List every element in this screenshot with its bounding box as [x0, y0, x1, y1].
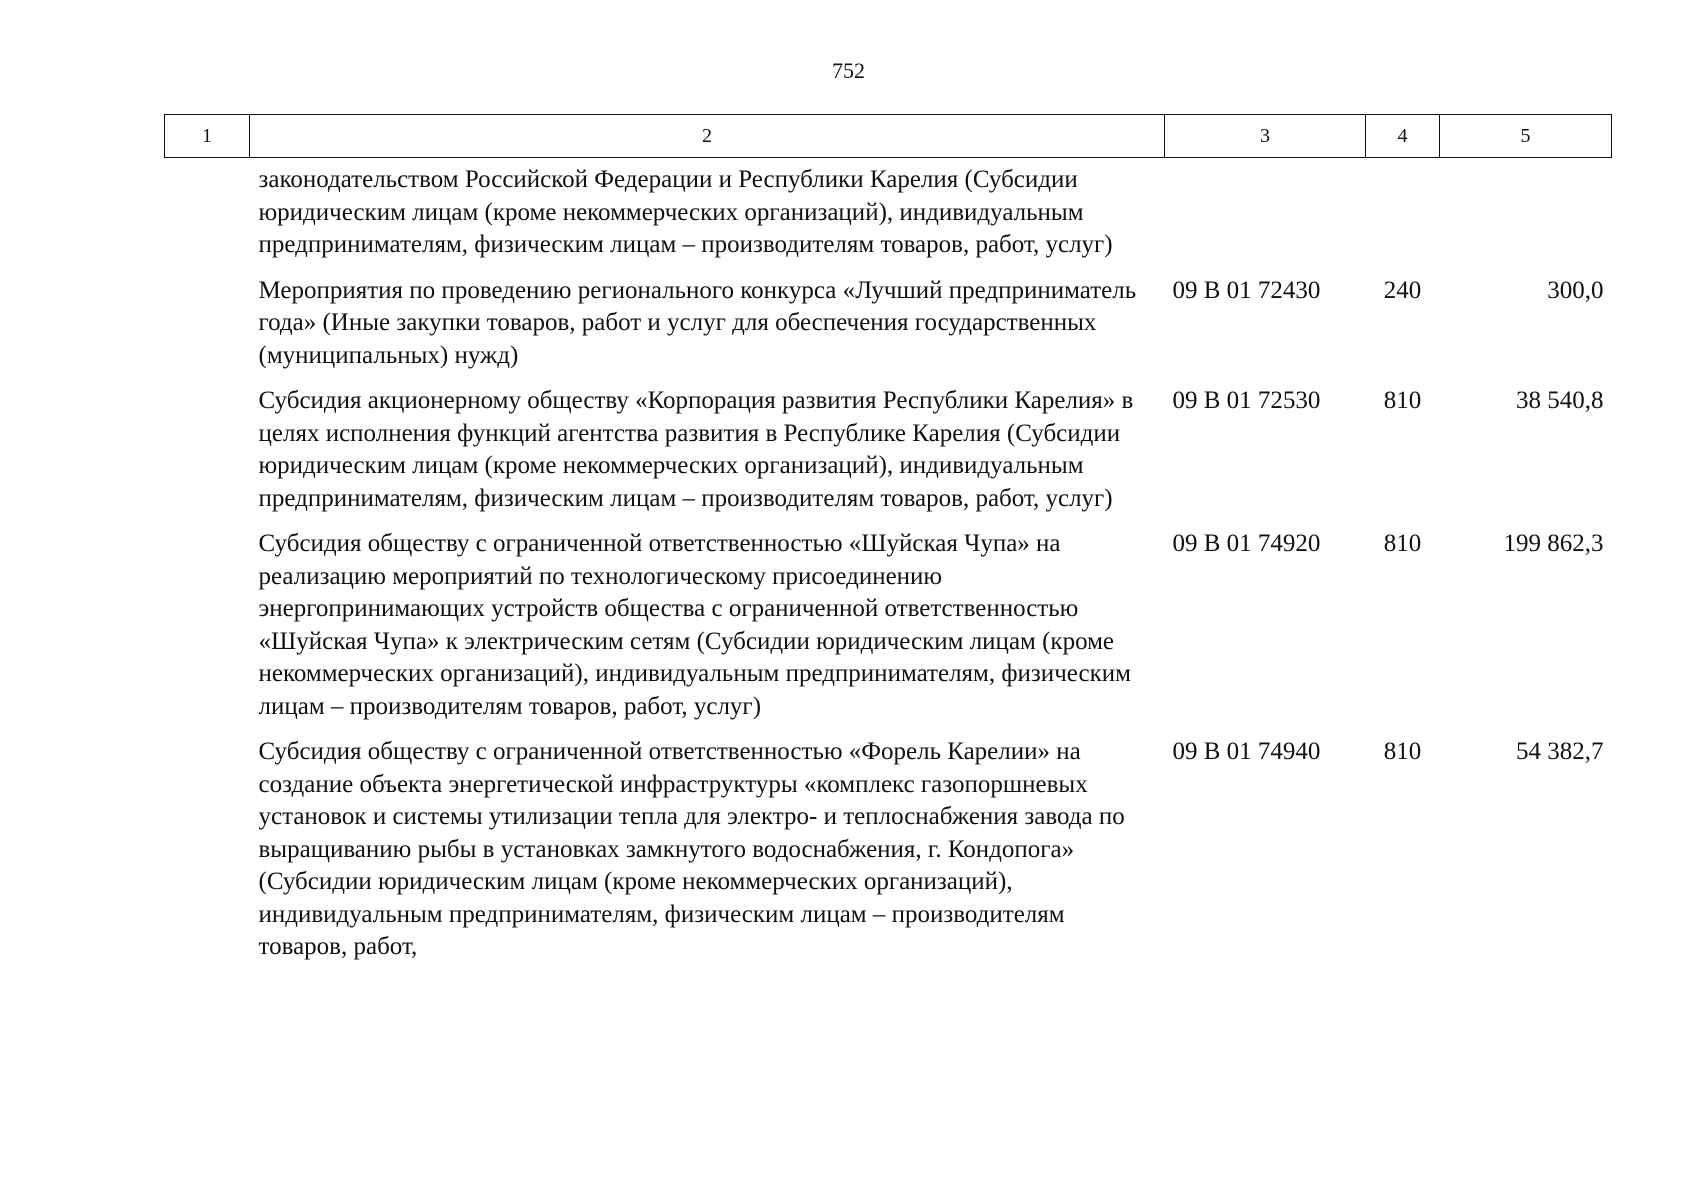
row-expense-type: 240	[1383, 276, 1422, 304]
table-header-row	[165, 115, 1612, 158]
header-col-3: 3	[1165, 115, 1366, 158]
row-description: Мероприятия по проведению регионального конкурса «Лучший предприниматель года» (Иные закупки товаров, работ и услуг для обеспечения государственных (муниципальных) нужд)	[258, 276, 1137, 369]
table-row	[165, 275, 1612, 386]
row-code: 09 В 01 72530	[1172, 387, 1321, 414]
header-col-1: 1	[165, 115, 250, 158]
row-expense-type: 810	[1383, 738, 1422, 765]
row-number-cell	[165, 528, 250, 736]
row-code	[1165, 158, 1366, 275]
row-amount: 199 862,3	[1503, 530, 1604, 557]
row-amount: 300,0	[1547, 276, 1604, 304]
row-amount: 54 382,7	[1516, 738, 1604, 765]
header-col-4: 4	[1366, 115, 1440, 158]
row-code: 09 В 01 72430	[1172, 276, 1321, 304]
row-description: Субсидия обществу с ограниченной ответственностью «Шуйская Чупа» на реализацию мероприятий по технологическому присоединению энергопринимающих устройств общества с ограниченной ответственностью «Шуйская Чупа» к электрическим сетям (Субсидии юридическим лицам (кроме некоммерческих организаций), индивидуальным предпринимателям, физическим лицам – производителям товаров, работ, услуг)	[258, 530, 1131, 720]
row-code: 09 В 01 74940	[1172, 738, 1321, 765]
row-amount: 38 540,8	[1516, 387, 1604, 414]
row-number-cell	[165, 158, 250, 275]
row-expense-type: 810	[1383, 530, 1422, 557]
row-code: 09 В 01 74920	[1172, 530, 1321, 557]
row-number-cell	[165, 275, 250, 386]
table-row	[165, 385, 1612, 528]
budget-table	[164, 114, 1612, 977]
header-col-5: 5	[1440, 115, 1612, 158]
table-row	[165, 528, 1612, 736]
row-number-cell	[165, 385, 250, 528]
table-row	[165, 736, 1612, 977]
table-row	[165, 158, 1612, 275]
row-number-cell	[165, 736, 250, 977]
row-expense-type: 810	[1383, 387, 1422, 414]
row-description: законодательством Российской Федерации и Республики Карелия (Субсидии юридическим лицам (кроме некоммерческих организаций), индивидуальным предпринимателям, физическим лицам – производителям товаров, работ, услуг)	[258, 166, 1113, 258]
header-col-2: 2	[250, 115, 1165, 158]
row-expense-type	[1366, 158, 1440, 275]
row-amount	[1440, 158, 1612, 275]
page-number: 752	[832, 58, 865, 83]
row-description: Субсидия обществу с ограниченной ответственностью «Форель Карелии» на создание объекта энергетической инфраструктуры «комплекс газопоршневых установок и системы утилизации тепла для электро- и теплоснабжения завода по выращиванию рыбы в установках замкнутого водоснабжения, г. Кондопога» (Субсидии юридическим лицам (кроме некоммерческих организаций), индивидуальным предпринимателям, физическим лицам – производителям товаров, работ,	[258, 738, 1125, 960]
row-description: Субсидия акционерному обществу «Корпорация развития Республики Карелия» в целях исполнения функций агентства развития в Республике Карелия (Субсидии юридическим лицам (кроме некоммерческих организаций), индивидуальным предпринимателям, физическим лицам – производителям товаров, работ, услуг)	[258, 387, 1134, 512]
